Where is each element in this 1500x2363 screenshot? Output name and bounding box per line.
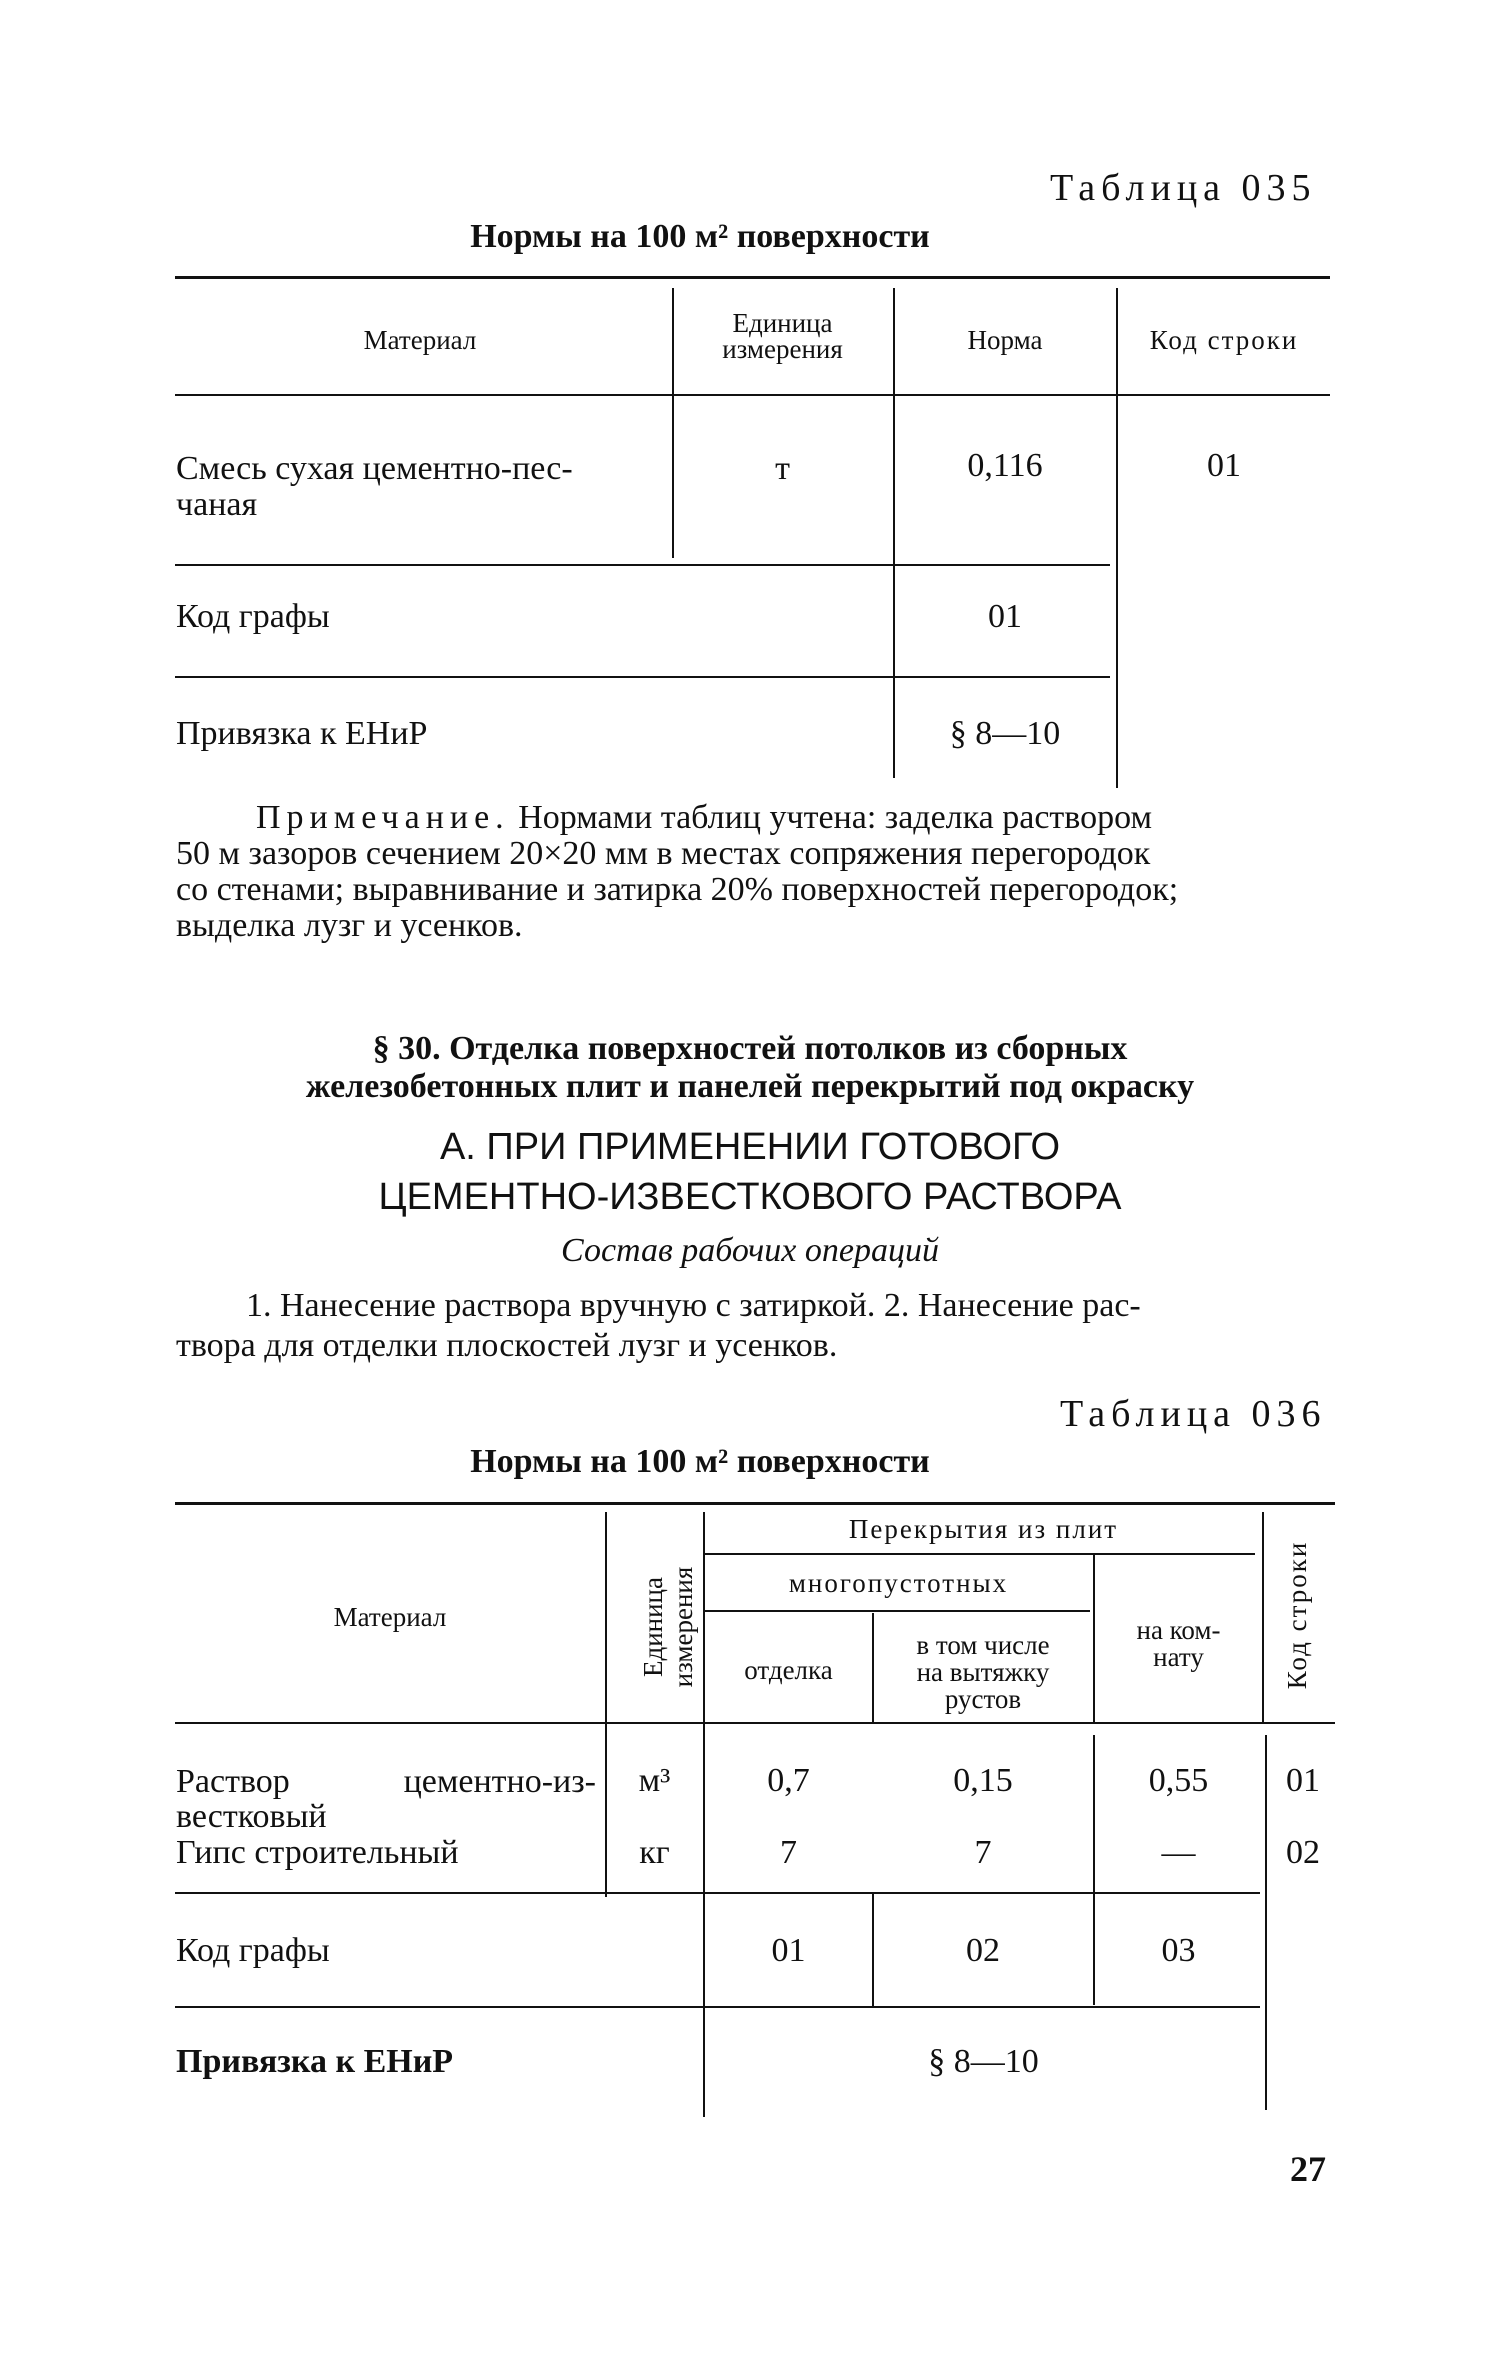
header-group: Перекрытия из плит bbox=[848, 1514, 1119, 1544]
table-035-label: Таблица 035 bbox=[1050, 167, 1317, 209]
header-unit-line2: измерения bbox=[722, 334, 843, 364]
table-035-title: Нормы на 100 м² поверхности bbox=[470, 218, 930, 255]
link-value: § 8—10 bbox=[928, 2043, 1039, 2080]
row2-unit: кг bbox=[639, 1834, 670, 1871]
table-036-title: Нормы на 100 м² поверхности bbox=[470, 1443, 930, 1480]
header-norm: Норма bbox=[967, 325, 1043, 355]
row-material-line1: Смесь сухая цементно-пес- bbox=[176, 450, 573, 487]
row-code: 01 bbox=[1207, 447, 1241, 484]
col-code-1: 01 bbox=[771, 1932, 806, 1969]
row-norm: 0,116 bbox=[967, 447, 1043, 484]
header-room-line1: на ком- bbox=[1136, 1615, 1221, 1645]
header-finish: отделка bbox=[744, 1655, 833, 1685]
ops-title: Состав рабочих операций bbox=[561, 1232, 939, 1269]
link-value: § 8—10 bbox=[949, 715, 1061, 752]
row-unit: т bbox=[775, 450, 790, 487]
note-line-2: 50 м зазоров сечением 20×20 мм в местах сопряжения перегородок bbox=[176, 835, 1151, 872]
link-label: Привязка к ЕНиР bbox=[176, 715, 428, 752]
header-room-line2: нату bbox=[1153, 1642, 1204, 1672]
col-code-3: 03 bbox=[1161, 1932, 1196, 1969]
note-line-3: со стенами; выравнивание и затирка 20% поверхностей перегородок; bbox=[176, 871, 1179, 908]
row1-material-line1: Раствор цементно-из- bbox=[176, 1763, 596, 1800]
col-code-label: Код графы bbox=[176, 1932, 330, 1969]
row1-room: 0,55 bbox=[1148, 1762, 1209, 1799]
note bbox=[176, 800, 1336, 944]
section-title bbox=[150, 1030, 1350, 1106]
row2-incl: 7 bbox=[974, 1834, 992, 1871]
row2-material: Гипс строительный bbox=[176, 1834, 459, 1871]
row2-code: 02 bbox=[1286, 1834, 1320, 1871]
header-row-code: Код строки bbox=[1149, 325, 1299, 355]
header-unit-2 bbox=[668, 1522, 698, 1732]
header-material: Материал bbox=[363, 325, 477, 355]
row1-material-line2: вестковый bbox=[176, 1798, 327, 1835]
link-label: Привязка к ЕНиР bbox=[176, 2043, 454, 2080]
section-subtitle bbox=[150, 1122, 1350, 1222]
header-row-code: Код строки bbox=[1282, 1540, 1312, 1690]
section-subtitle-line2: ЦЕМЕНТНО-ИЗВЕСТКОВОГО РАСТВОРА bbox=[378, 1176, 1122, 1218]
section-subtitle-line1: А. ПРИ ПРИМЕНЕНИИ ГОТОВОГО bbox=[439, 1126, 1061, 1168]
row1-unit: м³ bbox=[638, 1762, 671, 1799]
note-lead: Примечание. bbox=[256, 799, 510, 836]
header-multi: многопустотных bbox=[788, 1568, 1009, 1598]
ops-line1: 1. Нанесение раствора вручную с затиркой. 2. Нанесение рас- bbox=[246, 1287, 1141, 1324]
header-incl-line2: на вытяжку bbox=[916, 1657, 1050, 1687]
row1-code: 01 bbox=[1286, 1762, 1320, 1799]
col-code-2: 02 bbox=[966, 1932, 1000, 1969]
header-material: Материал bbox=[333, 1602, 447, 1632]
header-unit-line2: измерения bbox=[668, 1566, 698, 1688]
header-incl-line1: в том числе bbox=[916, 1630, 1050, 1660]
table-036-label: Таблица 036 bbox=[1060, 1393, 1327, 1435]
ops-line2: твора для отделки плоскостей лузг и усенков. bbox=[176, 1327, 838, 1364]
header-unit bbox=[638, 1522, 668, 1732]
col-code-label: Код графы bbox=[176, 598, 330, 635]
col-code-value: 01 bbox=[988, 598, 1022, 635]
ops-text bbox=[176, 1286, 1336, 1366]
row1-incl: 0,15 bbox=[953, 1762, 1013, 1799]
header-unit-line1: Единица bbox=[732, 308, 833, 338]
note-line-4: выделка лузг и усенков. bbox=[176, 907, 523, 944]
row1-finish: 0,7 bbox=[767, 1762, 810, 1799]
section-title-line1: § 30. Отделка поверхностей потолков из сборных bbox=[372, 1030, 1128, 1067]
note-line-1: Нормами таблиц учтена: заделка раствором bbox=[518, 799, 1152, 836]
row-material-line2: чаная bbox=[176, 486, 258, 523]
row2-room: — bbox=[1161, 1834, 1196, 1871]
header-incl-line3: рустов bbox=[944, 1684, 1022, 1714]
row2-finish: 7 bbox=[780, 1834, 797, 1871]
header-unit-line1: Единица bbox=[638, 1577, 668, 1678]
page-number: 27 bbox=[1290, 2149, 1326, 2189]
section-title-line2: железобетонных плит и панелей перекрытий под окраску bbox=[305, 1068, 1195, 1105]
